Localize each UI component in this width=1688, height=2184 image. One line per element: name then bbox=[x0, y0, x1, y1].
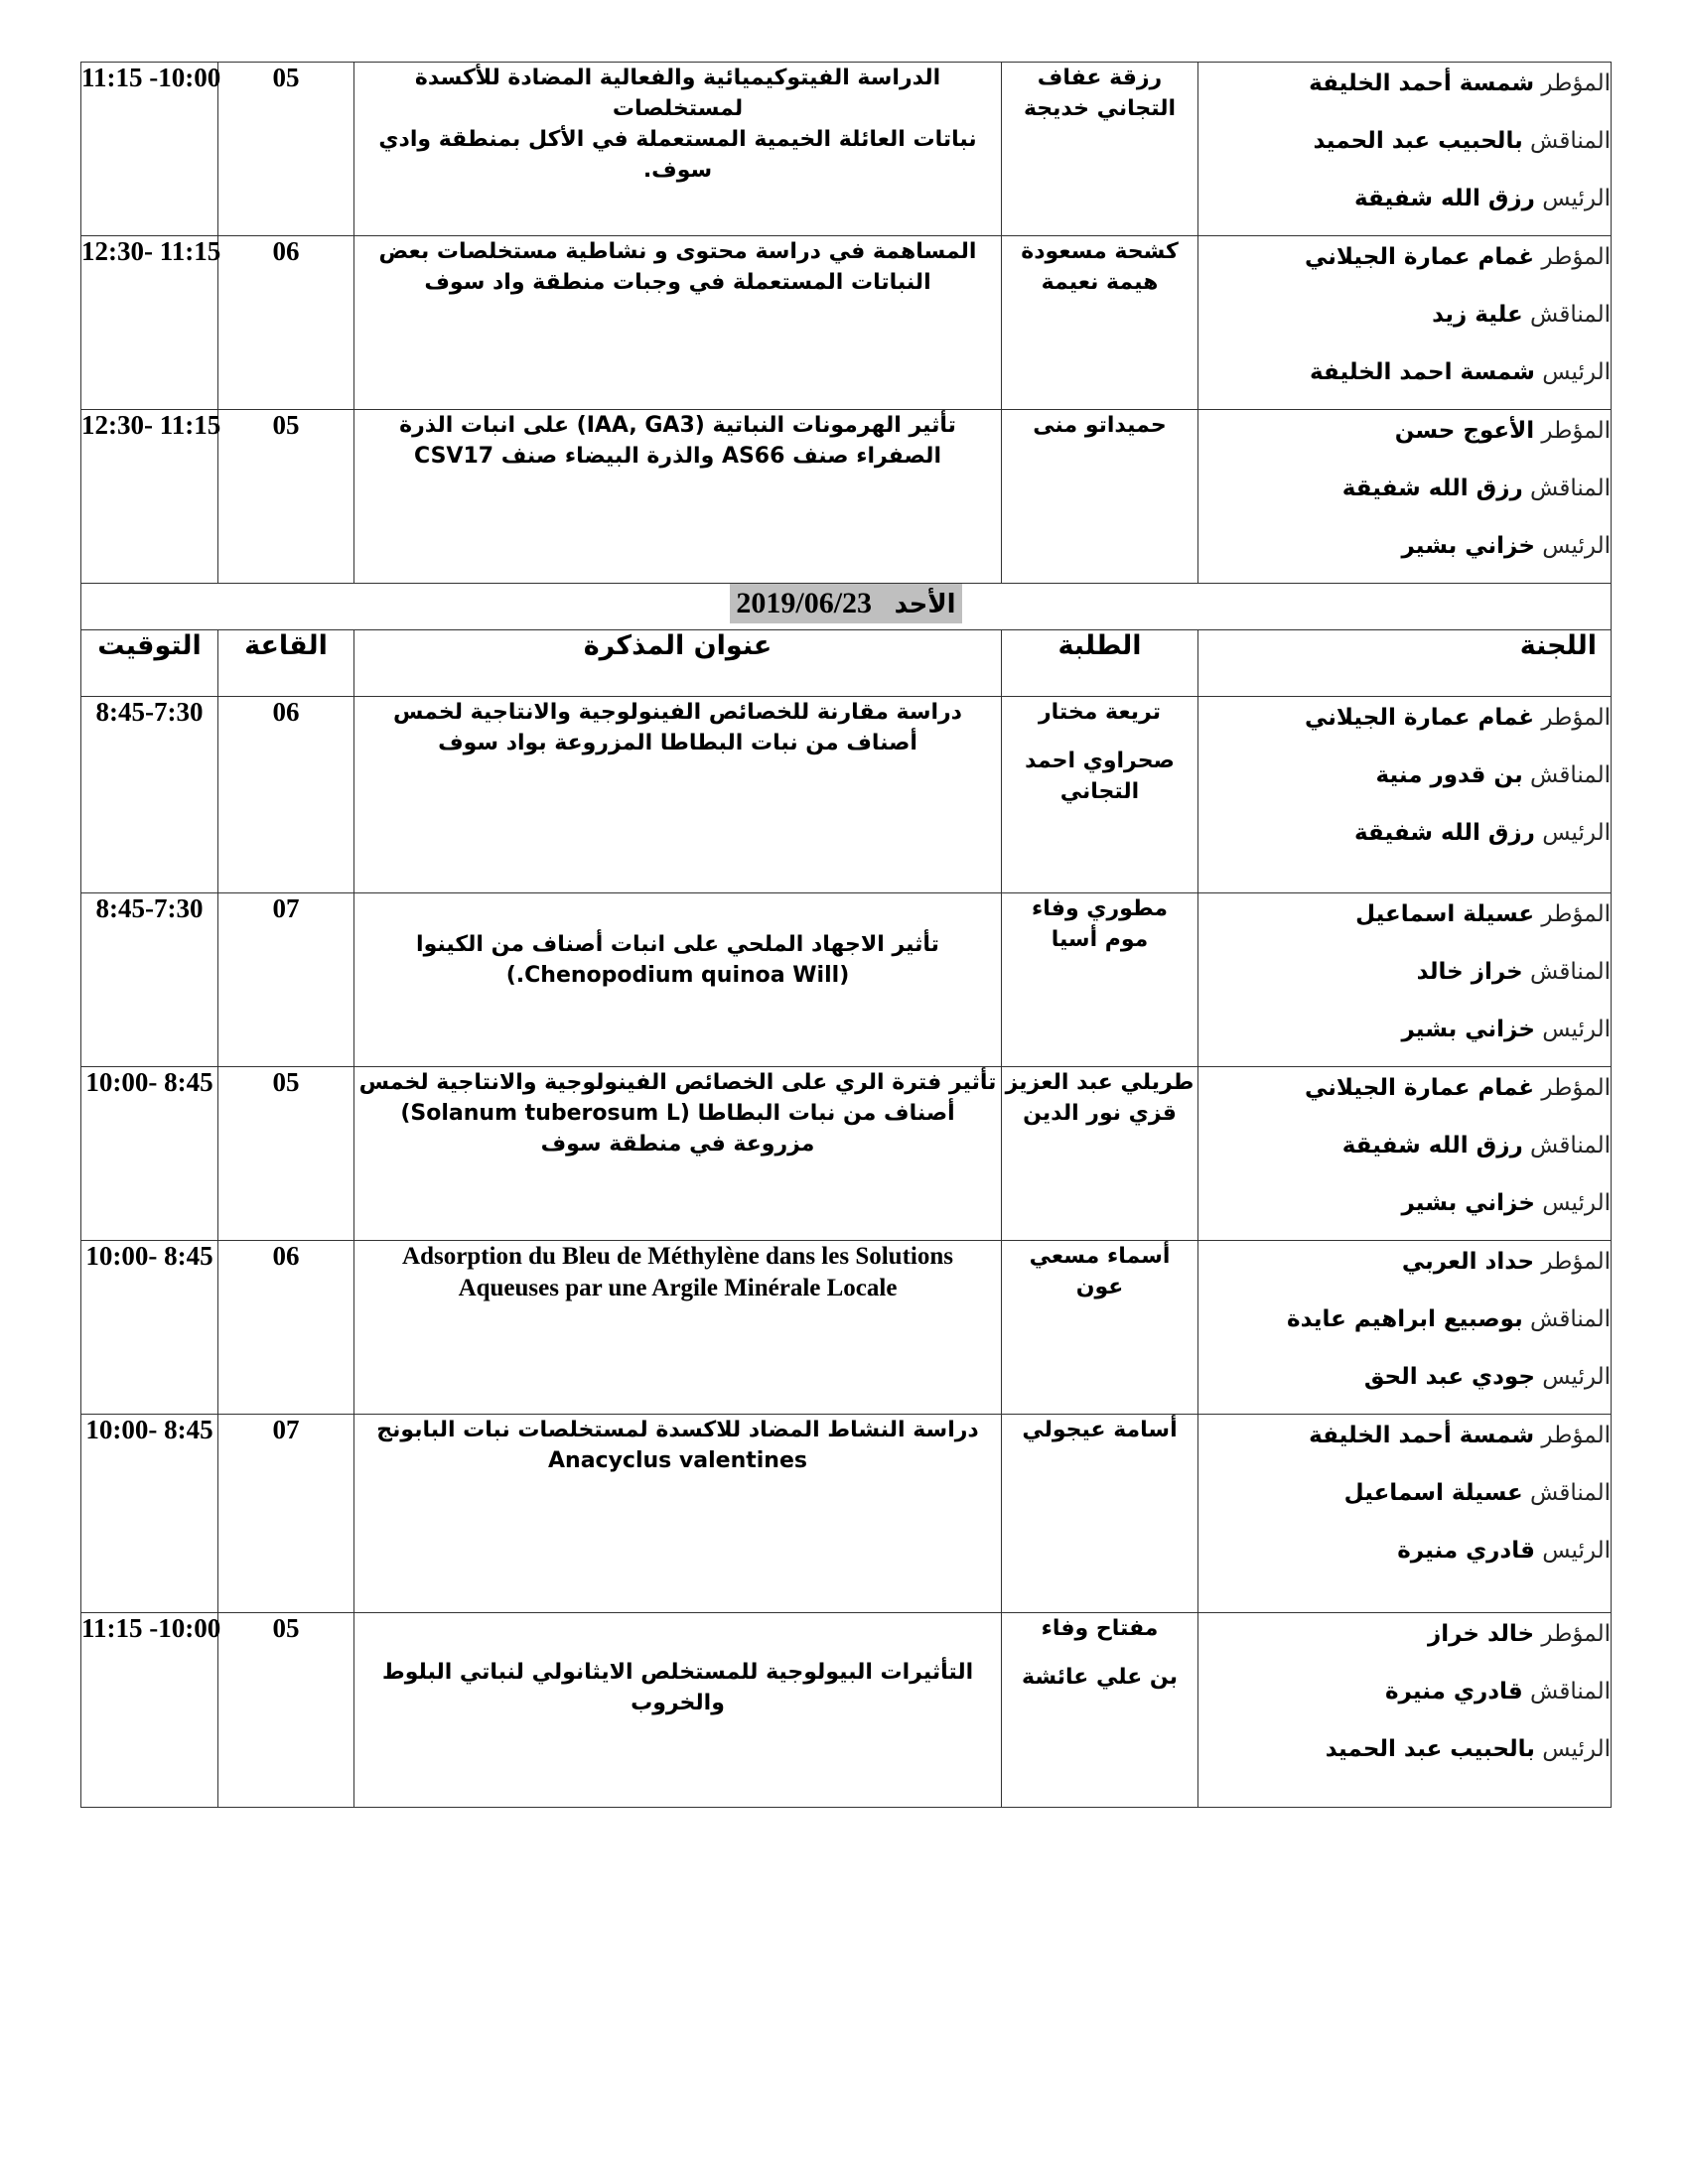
jury-examiner-name: رزق الله شفيقة bbox=[1341, 1133, 1523, 1159]
student-name: بن علي عائشة bbox=[1022, 1665, 1178, 1690]
jury-president-name: خزاني بشير bbox=[1401, 533, 1535, 559]
room-cell: 07 bbox=[218, 893, 354, 1067]
thesis-title-line: النباتات المستعملة في وجبات منطقة واد سوف bbox=[424, 270, 931, 295]
jury-supervisor-name: غمام عمارة الجيلاني bbox=[1305, 705, 1535, 731]
jury-examiner-line bbox=[1198, 1298, 1611, 1356]
header-jury: اللجنة bbox=[1198, 630, 1612, 697]
jury-president-name: شمسة احمد الخليفة bbox=[1309, 359, 1535, 385]
students-cell bbox=[1002, 1415, 1198, 1613]
jury-examiner-line bbox=[1198, 1125, 1611, 1182]
jury-president-line bbox=[1198, 1009, 1611, 1066]
column-header-row bbox=[81, 630, 1612, 697]
schedule-row bbox=[81, 1613, 1612, 1808]
thesis-title-line: (Chenopodium quinoa Will.) bbox=[505, 963, 850, 988]
student-name: مفتاح وفاء bbox=[1041, 1616, 1159, 1641]
jury-president-name: قادري منيرة bbox=[1397, 1538, 1535, 1564]
schedule-row bbox=[81, 410, 1612, 584]
students-cell bbox=[1002, 1613, 1198, 1808]
jury-president-role: الرئيس bbox=[1542, 820, 1611, 846]
jury-president-role: الرئيس bbox=[1542, 1364, 1611, 1390]
jury-cell bbox=[1198, 236, 1612, 410]
jury-examiner-name: رزق الله شفيقة bbox=[1341, 476, 1523, 501]
jury-cell bbox=[1198, 893, 1612, 1067]
thesis-title-line: أصناف من نبات البطاطا المزروعة بواد سوف bbox=[438, 731, 917, 755]
jury-president-line bbox=[1198, 1356, 1611, 1414]
jury-supervisor-role: المؤطر bbox=[1541, 705, 1611, 731]
jury-president-role: الرئيس bbox=[1542, 359, 1611, 385]
jury-examiner-role: المناقش bbox=[1530, 476, 1611, 501]
jury-president-role: الرئيس bbox=[1542, 533, 1611, 559]
jury-supervisor-name: غمام عمارة الجيلاني bbox=[1305, 244, 1535, 270]
jury-cell bbox=[1198, 1613, 1612, 1808]
jury-supervisor-line bbox=[1198, 236, 1611, 294]
jury-supervisor-name: شمسة أحمد الخليفة bbox=[1309, 1423, 1535, 1448]
thesis-title-line: مزروعة في منطقة سوف bbox=[540, 1132, 815, 1157]
time-cell: 11:15 -10:00 bbox=[81, 1613, 218, 1808]
thesis-title-line: نباتات العائلة الخيمية المستعملة في الأكل بمنطقة وادي سوف. bbox=[378, 127, 977, 183]
jury-president-name: رزق الله شفيقة bbox=[1353, 186, 1535, 211]
schedule-row bbox=[81, 1067, 1612, 1241]
thesis-title-line: تأثير فترة الري على الخصائص الفينولوجية والانتاجية لخمس bbox=[358, 1070, 997, 1095]
schedule-row bbox=[81, 236, 1612, 410]
jury-examiner-name: بوصبيع ابراهيم عايدة bbox=[1287, 1306, 1523, 1332]
thesis-title-line: الدراسة الفيتوكيميائية والفعالية المضادة للأكسدة لمستخلصات bbox=[414, 66, 941, 121]
thesis-title-line: Adsorption du Bleu de Méthylène dans les Solutions bbox=[402, 1243, 953, 1270]
students-cell bbox=[1002, 893, 1198, 1067]
jury-examiner-name: بن قدور منية bbox=[1375, 762, 1523, 788]
schedule-row bbox=[81, 697, 1612, 893]
thesis-title-cell bbox=[354, 1613, 1002, 1808]
day-name: الأحد bbox=[894, 590, 956, 619]
header-room: القاعة bbox=[218, 630, 354, 697]
students-cell bbox=[1002, 410, 1198, 584]
jury-examiner-line bbox=[1198, 951, 1611, 1009]
jury-examiner-role: المناقش bbox=[1530, 128, 1611, 154]
student-name: مطوري وفاء bbox=[1032, 896, 1168, 921]
jury-examiner-line bbox=[1198, 294, 1611, 351]
jury-examiner-role: المناقش bbox=[1530, 959, 1611, 985]
jury-supervisor-role: المؤطر bbox=[1541, 1621, 1611, 1647]
student-name: هيمة نعيمة bbox=[1041, 270, 1159, 295]
jury-examiner-role: المناقش bbox=[1530, 1480, 1611, 1506]
students-cell bbox=[1002, 1241, 1198, 1415]
time-cell: 8:45-7:30 bbox=[81, 893, 218, 1067]
jury-cell bbox=[1198, 697, 1612, 893]
jury-president-line bbox=[1198, 525, 1611, 583]
thesis-title-line: تأثير الاجهاد الملحي على انبات أصناف من الكينوا bbox=[416, 932, 939, 957]
jury-president-name: بالحبيب عبد الحميد bbox=[1325, 1736, 1535, 1762]
student-name: حميداتو منى bbox=[1033, 413, 1167, 438]
jury-supervisor-line bbox=[1198, 1415, 1611, 1472]
student-name: أسامة عيجولي bbox=[1022, 1418, 1178, 1442]
jury-supervisor-name: شمسة أحمد الخليفة bbox=[1309, 70, 1535, 96]
students-cell bbox=[1002, 236, 1198, 410]
thesis-title-line: Anacyclus valentines bbox=[548, 1448, 807, 1473]
jury-examiner-line bbox=[1198, 754, 1611, 812]
jury-supervisor-role: المؤطر bbox=[1541, 1423, 1611, 1448]
jury-supervisor-name: غمام عمارة الجيلاني bbox=[1305, 1075, 1535, 1101]
jury-supervisor-role: المؤطر bbox=[1541, 1075, 1611, 1101]
thesis-title-cell bbox=[354, 1415, 1002, 1613]
time-cell: 10:00- 8:45 bbox=[81, 1067, 218, 1241]
students-cell bbox=[1002, 63, 1198, 236]
room-cell: 05 bbox=[218, 1613, 354, 1808]
jury-examiner-name: بالحبيب عبد الحميد bbox=[1313, 128, 1523, 154]
room-cell: 05 bbox=[218, 63, 354, 236]
thesis-title-line: المساهمة في دراسة محتوى و نشاطية مستخلصات بعض bbox=[378, 239, 977, 264]
rows-before-day bbox=[81, 63, 1612, 584]
jury-president-name: خزاني بشير bbox=[1401, 1190, 1535, 1216]
jury-examiner-role: المناقش bbox=[1530, 302, 1611, 328]
jury-president-line bbox=[1198, 812, 1611, 870]
jury-president-role: الرئيس bbox=[1542, 1190, 1611, 1216]
jury-supervisor-line bbox=[1198, 1241, 1611, 1298]
jury-examiner-line bbox=[1198, 1671, 1611, 1728]
jury-cell bbox=[1198, 1415, 1612, 1613]
header-students: الطلبة bbox=[1002, 630, 1198, 697]
thesis-title-line: والخروب bbox=[631, 1691, 725, 1715]
thesis-title-line: دراسة النشاط المضاد للاكسدة لمستخلصات نبات البابونج bbox=[376, 1418, 979, 1442]
thesis-title-line: تأثير الهرمونات النباتية (IAA, GA3) على انبات الذرة bbox=[399, 413, 956, 438]
jury-examiner-role: المناقش bbox=[1530, 1306, 1611, 1332]
jury-supervisor-line bbox=[1198, 410, 1611, 468]
room-cell: 06 bbox=[218, 1241, 354, 1415]
jury-examiner-line bbox=[1198, 120, 1611, 178]
jury-examiner-line bbox=[1198, 468, 1611, 525]
jury-cell bbox=[1198, 1067, 1612, 1241]
thesis-title-cell bbox=[354, 63, 1002, 236]
jury-supervisor-line bbox=[1198, 1067, 1611, 1125]
thesis-title-line: الصفراء صنف AS66 والذرة البيضاء صنف CSV17 bbox=[414, 444, 941, 469]
jury-president-line bbox=[1198, 1728, 1611, 1786]
time-cell: 12:30- 11:15 bbox=[81, 236, 218, 410]
jury-cell bbox=[1198, 1241, 1612, 1415]
student-name: كشحة مسعودة bbox=[1021, 239, 1179, 264]
jury-supervisor-line bbox=[1198, 697, 1611, 754]
rows-after-day bbox=[81, 697, 1612, 1808]
student-name: التجاني خديجة bbox=[1023, 96, 1177, 121]
student-name: تريعة مختار bbox=[1038, 700, 1161, 725]
student-name: أسماء مسعي عون bbox=[1029, 1244, 1171, 1299]
schedule-row bbox=[81, 1415, 1612, 1613]
thesis-title-cell bbox=[354, 1241, 1002, 1415]
jury-president-name: جودي عبد الحق bbox=[1363, 1364, 1535, 1390]
students-cell bbox=[1002, 697, 1198, 893]
jury-supervisor-name: عسيلة اسماعيل bbox=[1355, 901, 1535, 927]
thesis-title-line: Aqueuses par une Argile Minérale Locale bbox=[458, 1275, 898, 1301]
jury-supervisor-name: خالد خراز bbox=[1427, 1621, 1535, 1647]
jury-supervisor-line bbox=[1198, 63, 1611, 120]
header-title: عنوان المذكرة bbox=[354, 630, 1002, 697]
time-cell: 8:45-7:30 bbox=[81, 697, 218, 893]
jury-president-line bbox=[1198, 351, 1611, 409]
time-cell: 10:00- 8:45 bbox=[81, 1415, 218, 1613]
jury-examiner-name: خراز خالد bbox=[1416, 959, 1523, 985]
jury-president-name: رزق الله شفيقة bbox=[1353, 820, 1535, 846]
jury-supervisor-name: حداد العربي bbox=[1401, 1249, 1535, 1275]
jury-supervisor-role: المؤطر bbox=[1541, 70, 1611, 96]
jury-supervisor-name: الأعوج حسن bbox=[1394, 418, 1535, 444]
jury-examiner-name: علية زيد bbox=[1432, 302, 1523, 328]
room-cell: 05 bbox=[218, 410, 354, 584]
jury-supervisor-role: المؤطر bbox=[1541, 901, 1611, 927]
room-cell: 05 bbox=[218, 1067, 354, 1241]
jury-examiner-name: قادري منيرة bbox=[1384, 1679, 1523, 1705]
student-name: موم أسيا bbox=[1051, 927, 1149, 952]
jury-president-role: الرئيس bbox=[1542, 1538, 1611, 1564]
time-cell: 12:30- 11:15 bbox=[81, 410, 218, 584]
jury-supervisor-role: المؤطر bbox=[1541, 244, 1611, 270]
jury-president-line bbox=[1198, 178, 1611, 235]
header-time: التوقيت bbox=[81, 630, 218, 697]
jury-examiner-line bbox=[1198, 1472, 1611, 1530]
jury-examiner-role: المناقش bbox=[1530, 762, 1611, 788]
thesis-title-cell bbox=[354, 697, 1002, 893]
jury-president-name: خزاني بشير bbox=[1401, 1017, 1535, 1042]
schedule-row bbox=[81, 63, 1612, 236]
thesis-title-cell bbox=[354, 236, 1002, 410]
room-cell: 06 bbox=[218, 236, 354, 410]
jury-supervisor-line bbox=[1198, 1613, 1611, 1671]
day-date: 2019/06/23 bbox=[736, 587, 873, 619]
thesis-title-cell bbox=[354, 893, 1002, 1067]
thesis-title-cell bbox=[354, 410, 1002, 584]
students-cell bbox=[1002, 1067, 1198, 1241]
jury-examiner-role: المناقش bbox=[1530, 1679, 1611, 1705]
jury-examiner-role: المناقش bbox=[1530, 1133, 1611, 1159]
schedule-row bbox=[81, 1241, 1612, 1415]
thesis-title-line: التأثيرات البيولوجية للمستخلص الايثانولي لنباتي البلوط bbox=[381, 1660, 974, 1685]
jury-supervisor-role: المؤطر bbox=[1541, 1249, 1611, 1275]
jury-cell bbox=[1198, 410, 1612, 584]
jury-supervisor-role: المؤطر bbox=[1541, 418, 1611, 444]
student-name: قزي نور الدين bbox=[1023, 1101, 1177, 1126]
student-name: طريلي عبد العزيز bbox=[1005, 1070, 1195, 1095]
day-band bbox=[730, 584, 961, 623]
jury-president-role: الرئيس bbox=[1542, 1736, 1611, 1762]
student-name: صحراوي احمد التجاني bbox=[1025, 749, 1175, 804]
jury-supervisor-line bbox=[1198, 893, 1611, 951]
day-row bbox=[81, 584, 1612, 630]
room-cell: 07 bbox=[218, 1415, 354, 1613]
schedule-row bbox=[81, 893, 1612, 1067]
jury-examiner-name: عسيلة اسماعيل bbox=[1343, 1480, 1523, 1506]
jury-president-role: الرئيس bbox=[1542, 1017, 1611, 1042]
defense-schedule-table bbox=[80, 62, 1612, 1808]
jury-president-role: الرئيس bbox=[1542, 186, 1611, 211]
jury-president-line bbox=[1198, 1182, 1611, 1240]
student-name: رزقة عفاف bbox=[1037, 66, 1163, 90]
time-cell: 11:15 -10:00 bbox=[81, 63, 218, 236]
thesis-title-cell bbox=[354, 1067, 1002, 1241]
time-cell: 10:00- 8:45 bbox=[81, 1241, 218, 1415]
jury-cell bbox=[1198, 63, 1612, 236]
jury-president-line bbox=[1198, 1530, 1611, 1587]
room-cell: 06 bbox=[218, 697, 354, 893]
day-section bbox=[81, 584, 1612, 697]
thesis-title-line: أصناف من نبات البطاطا (Solanum tuberosum L) bbox=[400, 1101, 955, 1126]
thesis-title-line: دراسة مقارنة للخصائص الفينولوجية والانتاجية لخمس bbox=[393, 700, 962, 725]
